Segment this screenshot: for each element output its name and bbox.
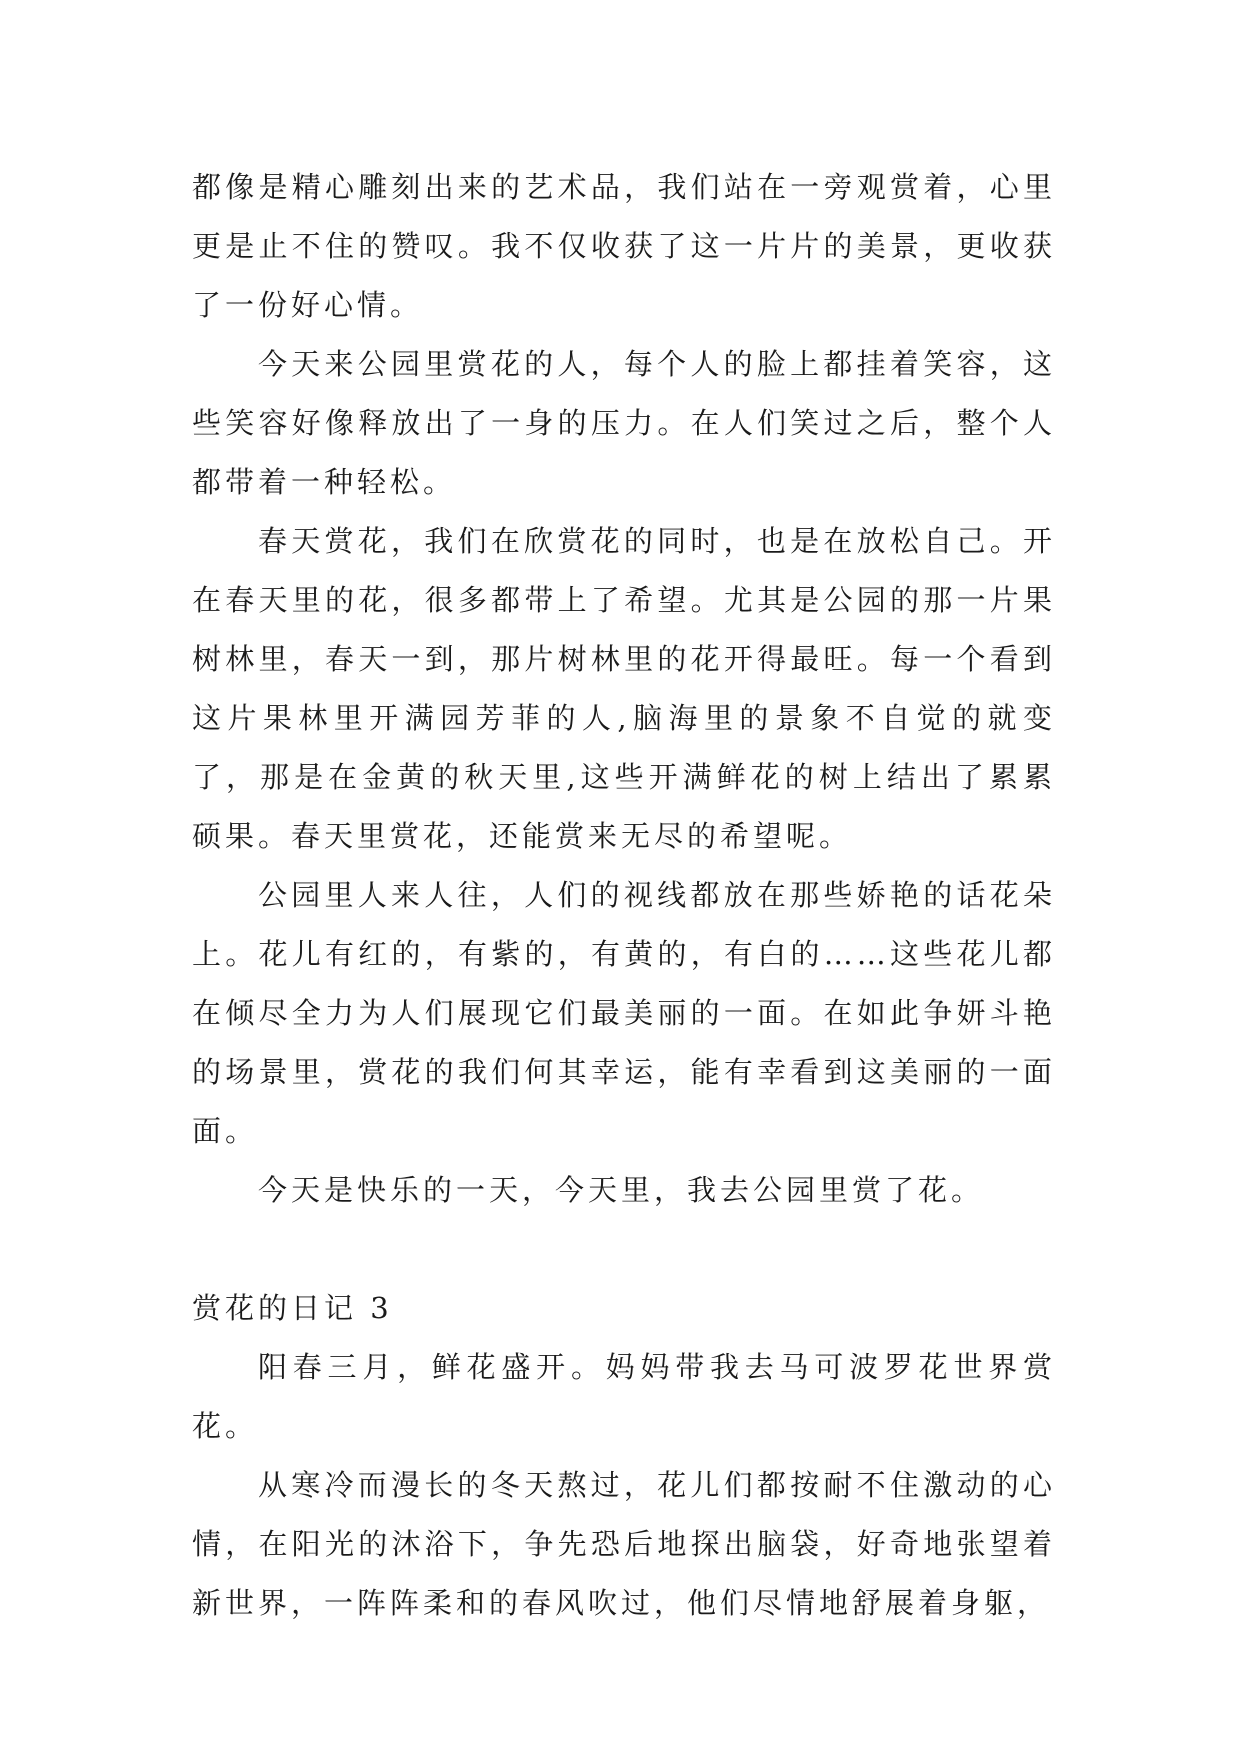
section-title: 赏花的日记 3 (192, 1291, 393, 1325)
paragraph: 春天赏花，我们在欣赏花的同时，也是在放松自己。开在春天里的花，很多都带上了希望。尤其是公园的那一片果树林里，春天一到，那片树林里的花开得最旺。每一个看到这片果林里开满园芳菲的人,脑海里的景象不自觉的就变了，那是在金黄的秋天里,这些开满鲜花的树上结出了累累硕果。春天里赏花，还能赏来无尽的希望呢。 (192, 524, 1056, 853)
document-body (192, 158, 1056, 1633)
paragraph: 都像是精心雕刻出来的艺术品，我们站在一旁观赏着，心里更是止不住的赞叹。我不仅收获了这一片片的美景，更收获了一份好心情。 (192, 170, 1056, 322)
paragraph: 今天来公园里赏花的人，每个人的脸上都挂着笑容，这些笑容好像释放出了一身的压力。在人们笑过之后，整个人都带着一种轻松。 (192, 347, 1056, 499)
paragraph: 今天是快乐的一天，今天里，我去公园里赏了花。 (258, 1173, 985, 1207)
paragraph: 公园里人来人往，人们的视线都放在那些娇艳的话花朵上。花儿有红的，有紫的，有黄的，有白的……这些花儿都在倾尽全力为人们展现它们最美丽的一面。在如此争妍斗艳的场景里，赏花的我们何其幸运，能有幸看到这美丽的一面面。 (192, 878, 1056, 1148)
paragraph: 阳春三月，鲜花盛开。妈妈带我去马可波罗花世界赏花。 (192, 1350, 1056, 1443)
paragraph: 从寒冷而漫长的冬天熬过，花儿们都按耐不住激动的心情，在阳光的沐浴下，争先恐后地探出脑袋，好奇地张望着新世界，一阵阵柔和的春风吹过，他们尽情地舒展着身躯， (192, 1468, 1056, 1620)
